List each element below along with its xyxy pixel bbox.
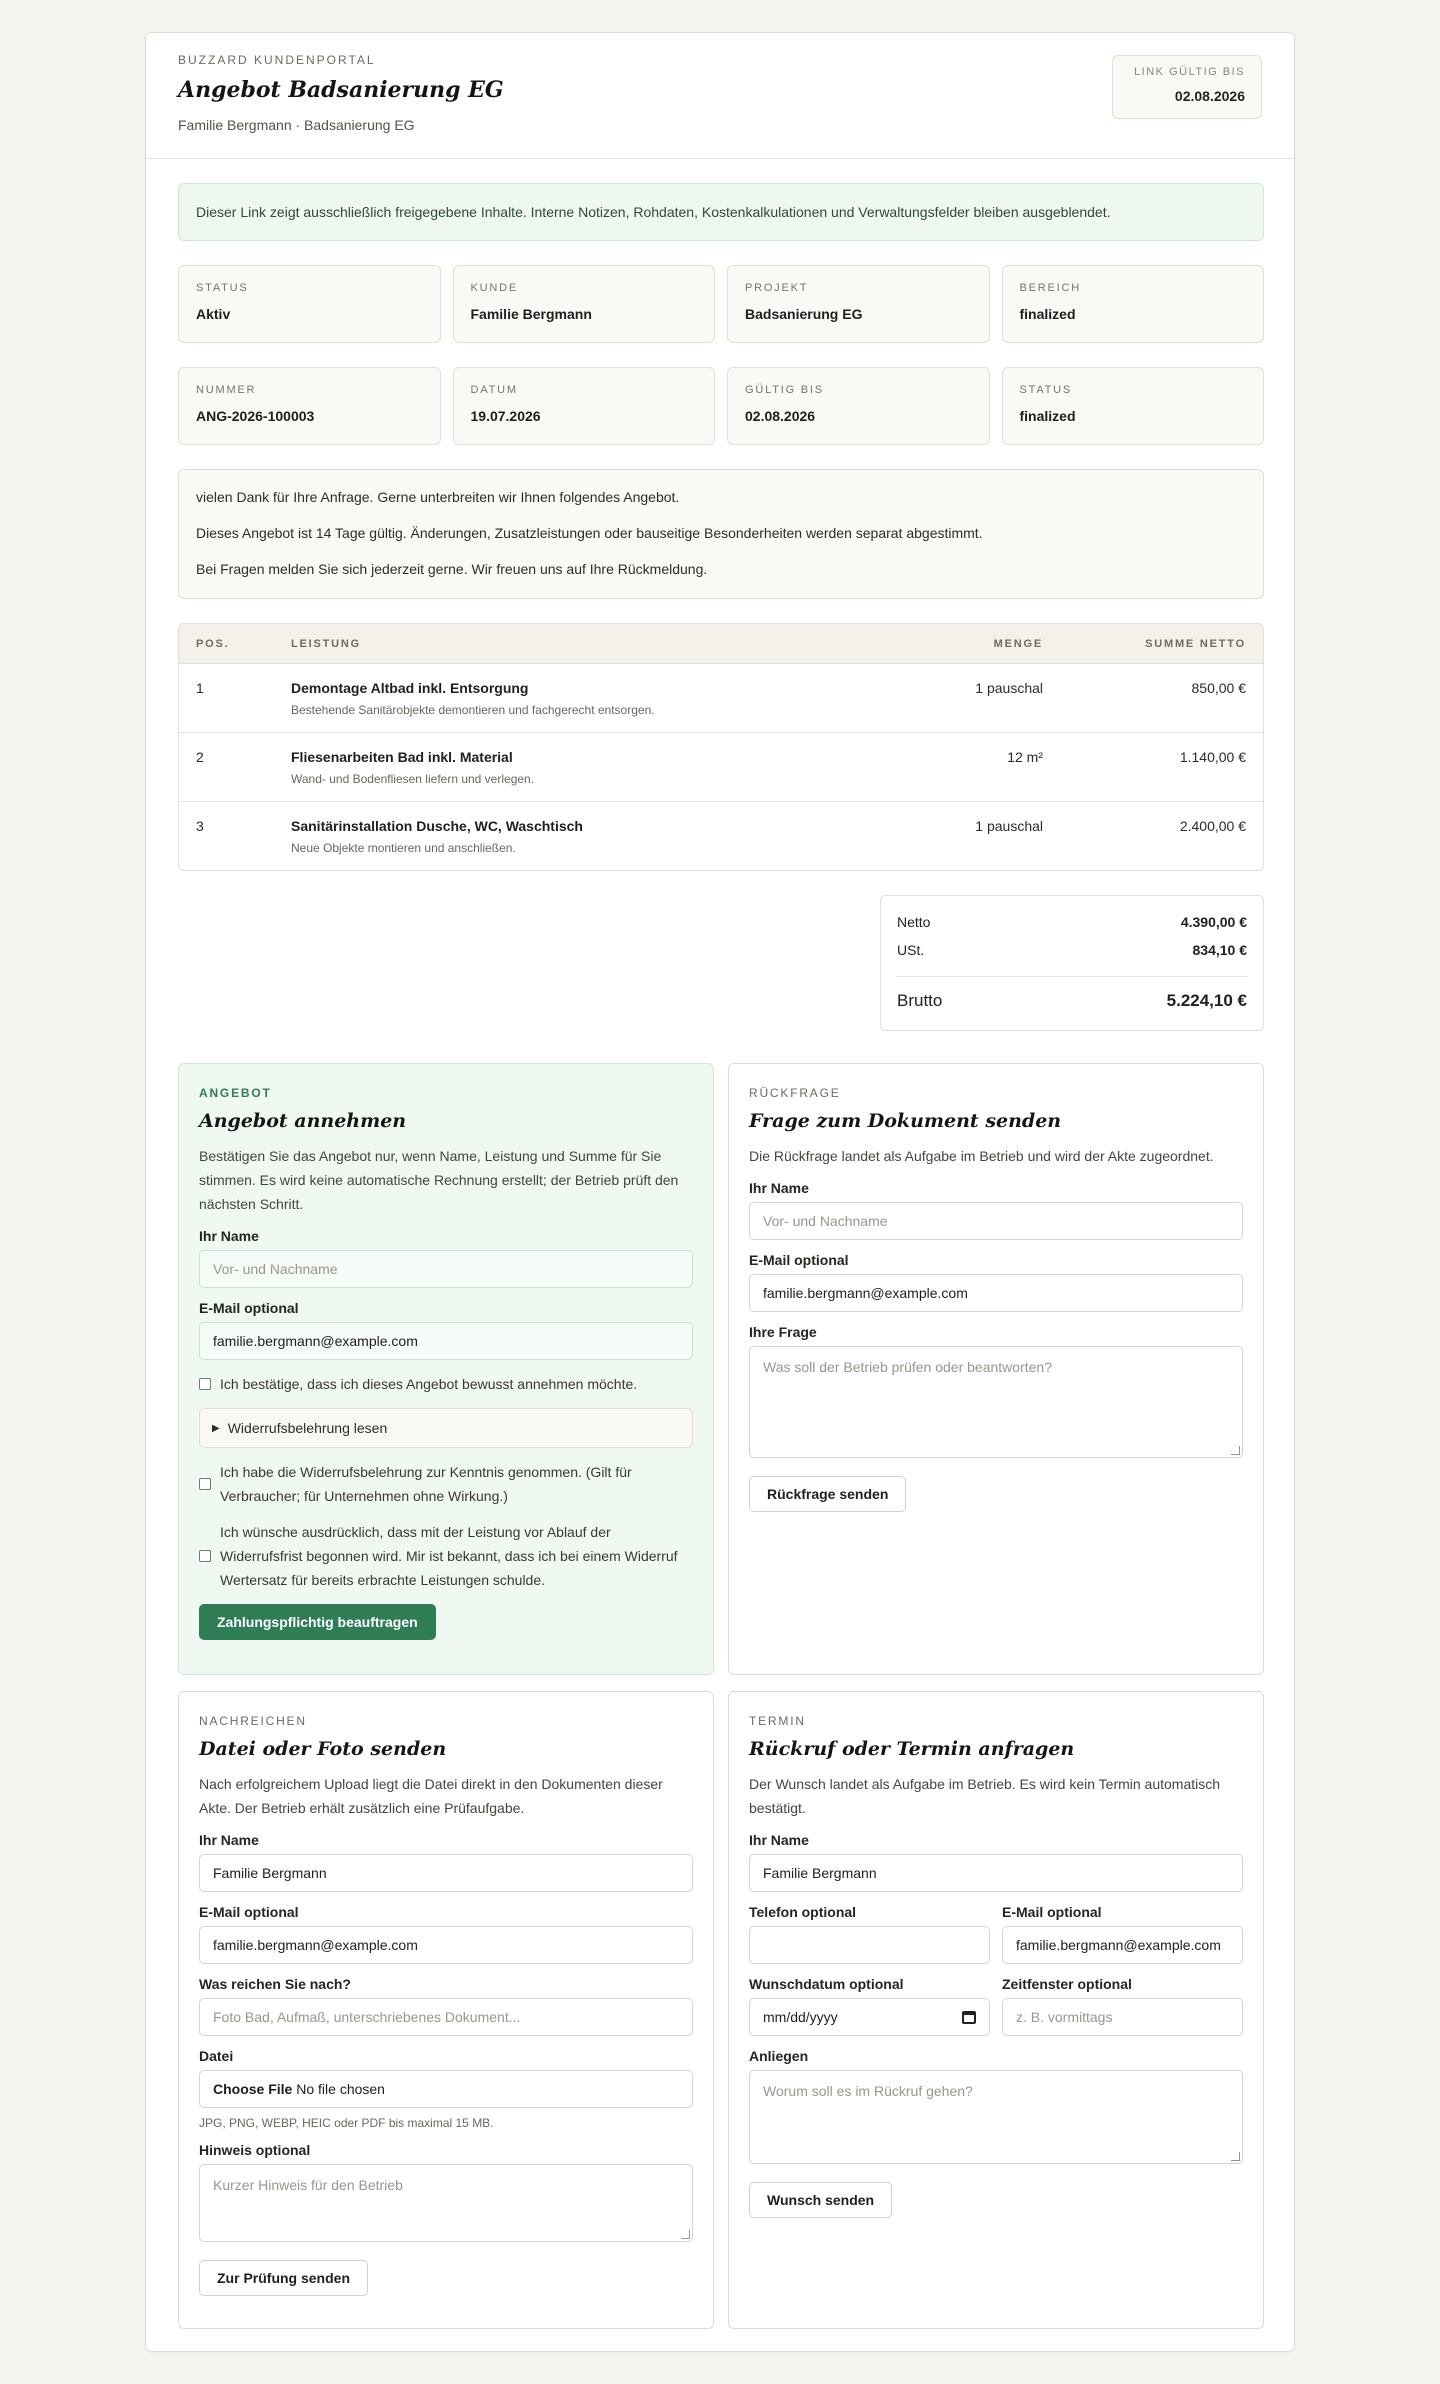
question-panel [728, 1063, 1264, 1675]
portal-page [145, 32, 1295, 2352]
accept-submit-button[interactable]: Zahlungspflichtig beauftragen [199, 1604, 436, 1640]
total-vat [897, 936, 1247, 964]
phone-label: Telefon optional [749, 1904, 857, 1920]
page-subtitle: Familie Bergmann · Badsanierung EG [178, 117, 415, 133]
withdrawal-summary-label: Widerrufsbelehrung lesen [227, 1420, 388, 1436]
total-net [897, 908, 1247, 936]
early-start-checkbox[interactable] [199, 1550, 211, 1562]
meta-label: NUMMER [196, 384, 257, 396]
intro-paragraph: Dieses Angebot ist 14 Tage gültig. Änderungen, Zusatzleistungen oder bauseitige Besonderheiten werden separat abgestimmt. [196, 525, 983, 541]
phone-group [749, 1892, 990, 1964]
total-gross-value: 5.224,10 € [1166, 990, 1247, 1010]
intro-paragraph: Bei Fragen melden Sie sich jederzeit gerne. Wir freuen uns auf Ihre Rückmeldung. [196, 561, 708, 577]
meta-card-valid-until [727, 367, 990, 445]
name-input[interactable]: Vor- und Nachname [749, 1202, 1243, 1240]
meta-label: PROJEKT [745, 282, 809, 294]
meta-card-customer [453, 265, 716, 343]
link-validity-label: LINK GÜLTIG BIS [1134, 66, 1245, 78]
confirm-checkbox-row [199, 1372, 693, 1396]
panel-eyebrow: ANGEBOT [199, 1086, 272, 1100]
service-name: Demontage Altbad inkl. Entsorgung [291, 680, 529, 696]
visibility-notice: Dieser Link zeigt ausschließlich freigegebene Inhalte. Interne Notizen, Rohdaten, Kostenkalkulationen und Verwaltungsfelder bleiben ausgeblendet. [178, 183, 1264, 241]
row-sum: 850,00 € [1191, 680, 1246, 696]
row-pos: 1 [196, 680, 204, 696]
positions-table [178, 623, 1264, 871]
meta-row-2 [178, 367, 1264, 445]
calendar-icon[interactable] [962, 2011, 976, 2024]
total-vat-value: 834,10 € [1192, 942, 1247, 958]
portal-name: BUZZARD KUNDENPORTAL [178, 53, 376, 67]
meta-value: ANG-2026-100003 [196, 408, 315, 424]
date-input[interactable] [749, 1998, 990, 2036]
row-qty: 1 pauschal [975, 680, 1043, 696]
date-group [749, 1964, 990, 2036]
email-label: E-Mail optional [1002, 1904, 1102, 1920]
meta-value: finalized [1019, 306, 1076, 322]
name-input[interactable]: Familie Bergmann [199, 1854, 693, 1892]
meta-value: 02.08.2026 [745, 408, 816, 424]
meta-value: 19.07.2026 [470, 408, 541, 424]
what-label: Was reichen Sie nach? [199, 1976, 351, 1992]
email-input[interactable]: familie.bergmann@example.com [1002, 1926, 1243, 1964]
appointment-panel [728, 1691, 1264, 2329]
row-service [291, 749, 534, 786]
note-label: Hinweis optional [199, 2142, 311, 2158]
name-label: Ihr Name [749, 1180, 809, 1196]
total-net-value: 4.390,00 € [1180, 914, 1247, 930]
accept-offer-panel [178, 1063, 714, 1675]
slot-group [1002, 1964, 1243, 2036]
service-desc: Neue Objekte montieren und anschließen. [291, 841, 516, 855]
panel-eyebrow: RÜCKFRAGE [749, 1086, 841, 1100]
withdrawal-checkbox[interactable] [199, 1478, 211, 1490]
total-vat-label: USt. [897, 942, 925, 958]
service-desc: Wand- und Bodenfliesen liefern und verlegen. [291, 772, 535, 786]
col-service: LEISTUNG [291, 638, 362, 650]
panel-title: Datei oder Foto senden [199, 1738, 447, 1760]
meta-label: STATUS [196, 282, 249, 294]
service-desc: Bestehende Sanitärobjekte demontieren und fachgerecht entsorgen. [291, 703, 655, 717]
phone-input[interactable] [749, 1926, 990, 1964]
totals-box [880, 895, 1264, 1031]
date-label: Wunschdatum optional [749, 1976, 904, 1992]
panel-lead: Nach erfolgreichem Upload liegt die Datei direkt in den Dokumenten dieser Akte. Der Betrieb erhält zusätzlich eine Prüfaufgabe. [199, 1776, 663, 1816]
email-input[interactable]: familie.bergmann@example.com [749, 1274, 1243, 1312]
meta-value: Familie Bergmann [470, 306, 592, 322]
table-row [179, 802, 1263, 871]
service-name: Sanitärinstallation Dusche, WC, Waschtisch [291, 818, 583, 834]
file-status: No file chosen [296, 2081, 385, 2097]
upload-panel [178, 1691, 714, 2329]
panel-title: Angebot annehmen [199, 1110, 407, 1132]
withdrawal-details-toggle[interactable] [199, 1408, 693, 1448]
contact-row [749, 1892, 1243, 1964]
email-group [1002, 1892, 1243, 1964]
meta-label: STATUS [1019, 384, 1073, 396]
question-textarea[interactable]: Was soll der Betrieb prüfen oder beantworten? [749, 1346, 1243, 1458]
confirm-checkbox[interactable] [199, 1378, 211, 1390]
table-row [179, 664, 1263, 733]
withdrawal-checkbox-row [199, 1460, 693, 1508]
row-pos: 2 [196, 749, 204, 765]
page-header [146, 33, 1294, 159]
panel-lead: Der Wunsch landet als Aufgabe im Betrieb. Es wird kein Termin automatisch bestätigt. [749, 1776, 1221, 1816]
concern-label: Anliegen [749, 2048, 809, 2064]
email-input[interactable]: familie.bergmann@example.com [199, 1322, 693, 1360]
service-name: Fliesenarbeiten Bad inkl. Material [291, 749, 513, 765]
meta-card-project [727, 265, 990, 343]
file-label: Datei [199, 2048, 234, 2064]
total-gross-label: Brutto [897, 990, 943, 1010]
name-label: Ihr Name [199, 1228, 259, 1244]
intro-paragraph: vielen Dank für Ihre Anfrage. Gerne unterbreiten wir Ihnen folgendes Angebot. [196, 489, 680, 505]
meta-card-area [1002, 265, 1265, 343]
row-sum: 2.400,00 € [1179, 818, 1246, 834]
table-header [179, 624, 1263, 664]
row-qty: 1 pauschal [975, 818, 1043, 834]
meta-label: GÜLTIG BIS [745, 384, 824, 396]
meta-card-date [453, 367, 716, 445]
col-pos: POS. [196, 638, 230, 650]
meta-label: KUNDE [470, 282, 519, 294]
total-gross [897, 976, 1247, 1020]
panel-title: Frage zum Dokument senden [749, 1110, 1062, 1132]
choose-file-button[interactable]: Choose File [213, 2081, 293, 2097]
question-label: Ihre Frage [749, 1324, 817, 1340]
row-service [291, 818, 583, 855]
row-sum: 1.140,00 € [1179, 749, 1246, 765]
meta-row-1 [178, 265, 1264, 343]
page-title: Angebot Badsanierung EG [178, 77, 504, 103]
row-qty: 12 m² [1007, 749, 1043, 765]
slot-input[interactable]: z. B. vormittags [1002, 1998, 1243, 2036]
table-row [179, 733, 1263, 802]
email-input[interactable]: familie.bergmann@example.com [199, 1926, 693, 1964]
panel-eyebrow: TERMIN [749, 1714, 806, 1728]
total-net-label: Netto [897, 914, 931, 930]
what-input[interactable]: Foto Bad, Aufmaß, unterschriebenes Dokument... [199, 1998, 693, 2036]
email-label: E-Mail optional [199, 1300, 299, 1316]
meta-label: DATUM [470, 384, 518, 396]
name-input[interactable]: Familie Bergmann [749, 1854, 1243, 1892]
col-sum: SUMME NETTO [1145, 638, 1246, 650]
meta-value: finalized [1019, 408, 1076, 424]
meta-card-number [178, 367, 441, 445]
triangle-right-icon: ▶ [212, 1422, 220, 1434]
meta-label: BEREICH [1019, 282, 1081, 294]
name-input[interactable]: Vor- und Nachname [199, 1250, 693, 1288]
email-label: E-Mail optional [749, 1252, 849, 1268]
meta-value: Badsanierung EG [745, 306, 863, 322]
link-validity-value: 02.08.2026 [1174, 88, 1245, 104]
panel-eyebrow: NACHREICHEN [199, 1714, 307, 1728]
early-start-checkbox-row [199, 1520, 693, 1592]
question-submit-button[interactable]: Rückfrage senden [749, 1476, 906, 1512]
upload-submit-button[interactable]: Zur Prüfung senden [199, 2260, 368, 2296]
meta-card-status [178, 265, 441, 343]
confirm-checkbox-label: Ich bestätige, dass ich dieses Angebot bewusst annehmen möchte. [220, 1376, 638, 1392]
file-hint: JPG, PNG, WEBP, HEIC oder PDF bis maximal 15 MB. [199, 2116, 494, 2130]
meta-value: Aktiv [196, 306, 231, 322]
panel-lead: Bestätigen Sie das Angebot nur, wenn Name, Leistung und Summe für Sie stimmen. Es wird keine automatische Rechnung erstellt; der Betrieb prüft den nächsten Schritt. [199, 1148, 679, 1212]
appointment-submit-button[interactable]: Wunsch senden [749, 2182, 892, 2218]
date-placeholder: mm/dd/yyyy [763, 2009, 838, 2025]
col-qty: MENGE [993, 638, 1043, 650]
early-start-checkbox-label: Ich wünsche ausdrücklich, dass mit der Leistung vor Ablauf der Widerrufsfrist begonnen wird. Mir ist bekannt, dass ich bei einem Widerruf Wertersatz für bereits erbrachte Leistungen schulde. [220, 1524, 678, 1588]
schedule-row [749, 1964, 1243, 2036]
row-service [291, 680, 655, 717]
withdrawal-checkbox-label: Ich habe die Widerrufsbelehrung zur Kenntnis genommen. (Gilt für Verbraucher; für Unternehmen ohne Wirkung.) [220, 1464, 632, 1504]
panel-title: Rückruf oder Termin anfragen [749, 1738, 1075, 1760]
note-textarea[interactable]: Kurzer Hinweis für den Betrieb [199, 2164, 693, 2242]
slot-label: Zeitfenster optional [1002, 1976, 1132, 1992]
meta-card-doc-status [1002, 367, 1265, 445]
email-label: E-Mail optional [199, 1904, 299, 1920]
file-input[interactable] [199, 2070, 693, 2108]
panel-lead: Die Rückfrage landet als Aufgabe im Betrieb und wird der Akte zugeordnet. [749, 1148, 1214, 1164]
link-validity-badge [1112, 55, 1262, 119]
name-label: Ihr Name [749, 1832, 809, 1848]
row-pos: 3 [196, 818, 204, 834]
intro-text [178, 469, 1264, 599]
name-label: Ihr Name [199, 1832, 259, 1848]
concern-textarea[interactable]: Worum soll es im Rückruf gehen? [749, 2070, 1243, 2164]
